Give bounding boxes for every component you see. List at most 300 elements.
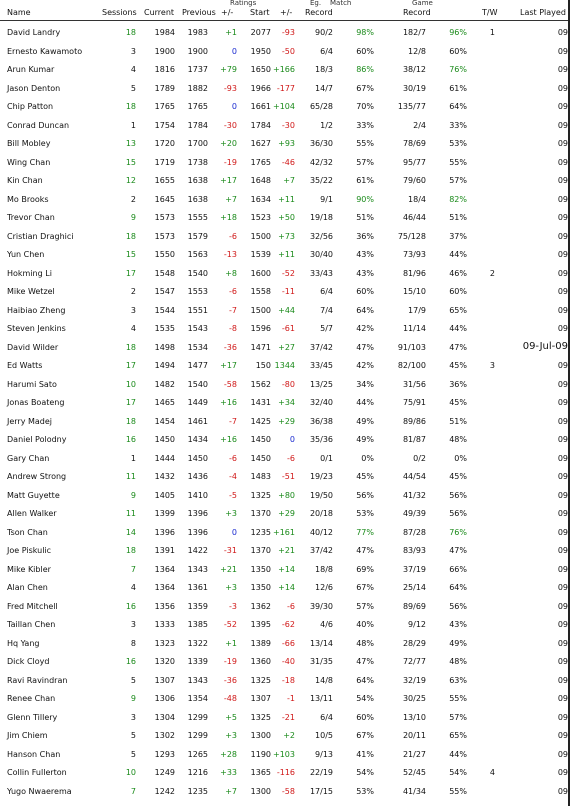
player-name-cell: Haibiao Zheng (7, 305, 66, 315)
eg-change-cell: +93 (278, 139, 295, 148)
rating-change-cell: -5 (229, 490, 237, 500)
eg-start-cell: 1431 (250, 398, 271, 407)
match-pct-cell: 67% (356, 583, 374, 592)
match-pct-cell: 57% (356, 601, 374, 611)
previous-rating-cell: 1396 (187, 527, 208, 537)
rating-change-cell: +3 (225, 731, 237, 740)
current-rating-cell: 1320 (154, 657, 175, 666)
current-rating-cell: 1454 (154, 416, 175, 426)
match-pct-cell: 86% (356, 65, 374, 74)
table-row[interactable] (0, 542, 570, 561)
game-record-cell: 18/4 (408, 194, 426, 204)
rating-change-cell: -58 (223, 379, 237, 389)
last-played-cell: 09 (557, 546, 568, 555)
previous-rating-cell: 1354 (187, 694, 208, 703)
rating-change-cell: +33 (220, 768, 237, 777)
game-pct-cell: 60% (449, 287, 467, 296)
player-name-cell: Ravi Ravindran (7, 675, 68, 685)
game-pct-cell: 54% (449, 768, 467, 777)
sessions-cell: 12 (125, 176, 136, 185)
match-record-cell: 1/2 (320, 120, 333, 130)
current-rating-cell: 1364 (154, 564, 175, 574)
table-row[interactable] (0, 98, 570, 117)
sessions-cell: 13 (125, 139, 136, 148)
previous-rating-cell: 1983 (187, 28, 208, 37)
previous-rating-cell: 1738 (187, 157, 208, 167)
table-row[interactable] (0, 690, 570, 709)
game-pct-cell: 65% (449, 305, 467, 315)
eg-start-cell: 1300 (250, 786, 271, 796)
last-played-cell: 09 (557, 638, 568, 648)
eg-change-cell: -51 (281, 472, 295, 481)
table-row[interactable] (0, 357, 570, 376)
table-row[interactable] (0, 172, 570, 191)
game-record-cell: 89/86 (402, 416, 426, 426)
game-record-cell: 11/14 (402, 324, 426, 333)
eg-start-cell: 1539 (250, 250, 271, 259)
match-record-cell: 4/6 (320, 620, 333, 629)
eg-start-cell: 1627 (250, 139, 271, 148)
player-name-cell: Ernesto Kawamoto (7, 46, 83, 56)
match-pct-cell: 51% (356, 213, 374, 222)
last-played-cell: 09 (557, 65, 568, 74)
eg-change-cell: -40 (281, 657, 295, 666)
current-rating-cell: 1765 (154, 102, 175, 111)
game-pct-cell: 64% (449, 583, 467, 592)
eg-change-cell: -52 (281, 268, 295, 278)
last-played-cell: 09 (557, 675, 568, 685)
match-record-cell: 19/23 (309, 472, 333, 481)
eg-start-cell: 1365 (250, 768, 271, 777)
game-pct-cell: 0% (454, 453, 467, 463)
eg-change-cell: -18 (281, 675, 295, 685)
last-played-cell: 09 (557, 416, 568, 426)
previous-rating-cell: 1737 (187, 65, 208, 74)
game-pct-cell: 76% (449, 65, 467, 74)
game-pct-cell: 47% (449, 342, 467, 352)
sessions-cell: 16 (125, 657, 136, 666)
previous-rating-cell: 1299 (187, 712, 208, 722)
table-row[interactable] (0, 783, 570, 802)
sessions-cell: 18 (125, 231, 136, 241)
eg-change-cell: -1 (287, 694, 295, 703)
player-name-cell: Matt Guyette (7, 490, 60, 500)
eg-start-cell: 150 (255, 361, 271, 370)
game-pct-cell: 48% (449, 657, 467, 666)
game-pct-cell: 53% (449, 139, 467, 148)
rating-change-cell: 0 (231, 102, 237, 111)
game-record-cell: 0/2 (413, 453, 426, 463)
last-played-cell: 09 (557, 194, 568, 204)
game-pct-cell: 33% (449, 120, 467, 130)
player-name-cell: Mike Wetzel (7, 287, 55, 296)
table-row[interactable] (0, 117, 570, 136)
current-rating-cell: 1498 (154, 342, 175, 352)
game-record-cell: 28/29 (402, 638, 426, 648)
previous-rating-cell: 1265 (187, 749, 208, 759)
table-row[interactable] (0, 672, 570, 691)
match-pct-cell: 60% (356, 287, 374, 296)
rating-change-cell: -30 (223, 120, 237, 130)
match-record-cell: 42/32 (309, 157, 333, 167)
match-pct-cell: 54% (356, 694, 374, 703)
current-rating-cell: 1302 (154, 731, 175, 740)
game-record-cell: 49/39 (402, 509, 426, 518)
sessions-cell: 10 (125, 768, 136, 777)
sessions-cell: 8 (130, 638, 136, 648)
rating-change-cell: +17 (220, 361, 237, 370)
sessions-cell: 18 (125, 416, 136, 426)
table-row[interactable] (0, 653, 570, 672)
table-row[interactable] (0, 246, 570, 265)
match-record-cell: 13/11 (309, 694, 333, 703)
table-row[interactable] (0, 468, 570, 487)
table-row[interactable] (0, 431, 570, 450)
previous-rating-cell: 1638 (187, 176, 208, 185)
table-row[interactable] (0, 764, 570, 783)
last-played-cell: 09 (557, 786, 568, 796)
rating-change-cell: -6 (229, 453, 237, 463)
col-header-previous[interactable]: Previous (182, 8, 216, 17)
player-name-cell: Fred Mitchell (7, 601, 58, 611)
player-name-cell: Andrew Strong (7, 472, 67, 481)
eg-change-cell: -30 (281, 120, 295, 130)
last-played-cell: 09 (557, 139, 568, 148)
eg-change-cell: +2 (283, 731, 295, 740)
game-record-cell: 73/93 (402, 250, 426, 259)
table-row[interactable] (0, 191, 570, 210)
game-record-cell: 17/9 (408, 305, 426, 315)
game-pct-cell: 66% (449, 564, 467, 574)
match-pct-cell: 47% (356, 546, 374, 555)
eg-change-cell: -80 (281, 379, 295, 389)
table-row[interactable] (0, 135, 570, 154)
player-name-cell: Jonas Boateng (7, 398, 65, 407)
game-record-cell: 75/91 (402, 398, 426, 407)
current-rating-cell: 1494 (154, 361, 175, 370)
match-record-cell: 65/28 (309, 102, 333, 111)
match-pct-cell: 55% (356, 139, 374, 148)
current-rating-cell: 1242 (154, 786, 175, 796)
eg-start-cell: 1500 (250, 305, 271, 315)
current-rating-cell: 1984 (154, 28, 175, 37)
rating-change-cell: +79 (220, 65, 237, 74)
last-played-cell: 09 (557, 83, 568, 93)
player-name-cell: Hanson Chan (7, 749, 61, 759)
match-record-cell: 6/4 (320, 287, 333, 296)
table-row[interactable] (0, 154, 570, 173)
col-header-match-record[interactable]: Record (305, 8, 333, 17)
previous-rating-cell: 1534 (187, 342, 208, 352)
current-rating-cell: 1323 (154, 638, 175, 648)
game-pct-cell: 56% (449, 601, 467, 611)
eg-start-cell: 1562 (250, 379, 271, 389)
table-row[interactable] (0, 709, 570, 728)
eg-change-cell: -58 (281, 786, 295, 796)
eg-start-cell: 1558 (250, 287, 271, 296)
game-record-cell: 52/45 (402, 768, 426, 777)
match-record-cell: 31/35 (309, 657, 333, 666)
current-rating-cell: 1307 (154, 675, 175, 685)
eg-start-cell: 1350 (250, 564, 271, 574)
player-name-cell: Glenn Tillery (7, 712, 58, 722)
sessions-cell: 18 (125, 546, 136, 555)
sessions-cell: 11 (125, 509, 136, 518)
table-row[interactable] (0, 561, 570, 580)
sessions-cell: 1 (130, 453, 136, 463)
table-row[interactable] (0, 505, 570, 524)
match-record-cell: 35/22 (309, 176, 333, 185)
previous-rating-cell: 1235 (187, 786, 208, 796)
match-record-cell: 22/19 (309, 768, 333, 777)
sessions-cell: 3 (130, 620, 136, 629)
eg-change-cell: -61 (281, 324, 295, 333)
game-record-cell: 13/10 (402, 712, 426, 722)
match-record-cell: 0/1 (320, 453, 333, 463)
player-name-cell: Jerry Madej (7, 416, 53, 426)
rating-change-cell: +3 (225, 583, 237, 592)
table-row[interactable] (0, 598, 570, 617)
table-row[interactable] (0, 746, 570, 765)
eg-start-cell: 1370 (250, 509, 271, 518)
table-row[interactable] (0, 80, 570, 99)
table-row[interactable] (0, 283, 570, 302)
player-name-cell: Jim Chiem (7, 731, 48, 740)
sessions-cell: 17 (125, 268, 136, 278)
eg-change-cell: 0 (289, 435, 295, 444)
current-rating-cell: 1645 (154, 194, 175, 204)
player-name-cell: Bill Mobley (7, 139, 51, 148)
game-record-cell: 83/93 (402, 546, 426, 555)
previous-rating-cell: 1540 (187, 379, 208, 389)
game-record-cell: 87/28 (402, 527, 426, 537)
table-row[interactable] (0, 24, 570, 43)
match-record-cell: 14/7 (315, 83, 333, 93)
player-name-cell: Mo Brooks (7, 194, 49, 204)
sessions-cell: 3 (130, 46, 136, 56)
eg-start-cell: 1307 (250, 694, 271, 703)
col-header-game-record[interactable]: Record (403, 8, 431, 17)
table-row[interactable] (0, 450, 570, 469)
match-pct-cell: 42% (356, 361, 374, 370)
game-record-cell: 95/77 (402, 157, 426, 167)
eg-change-cell: -93 (281, 28, 295, 37)
eg-change-cell: +14 (278, 564, 295, 574)
rating-change-cell: +16 (220, 398, 237, 407)
table-row[interactable] (0, 209, 570, 228)
group-header-game: Game (412, 0, 433, 7)
match-record-cell: 14/8 (315, 675, 333, 685)
game-pct-cell: 37% (449, 231, 467, 241)
player-name-cell: Gary Chan (7, 453, 50, 463)
group-header-match: Match (330, 0, 352, 7)
table-row[interactable] (0, 727, 570, 746)
table-row[interactable] (0, 228, 570, 247)
game-record-cell: 30/25 (402, 694, 426, 703)
player-name-cell: David Wilder (7, 342, 59, 352)
match-record-cell: 20/18 (309, 509, 333, 518)
col-header-eg-start[interactable]: Start (250, 8, 270, 17)
current-rating-cell: 1900 (154, 46, 175, 56)
match-pct-cell: 67% (356, 83, 374, 93)
rating-change-cell: +16 (220, 435, 237, 444)
previous-rating-cell: 1410 (187, 490, 208, 500)
match-pct-cell: 61% (356, 176, 374, 185)
match-record-cell: 18/3 (315, 65, 333, 74)
previous-rating-cell: 1461 (187, 416, 208, 426)
eg-start-cell: 1360 (250, 657, 271, 666)
col-header-current[interactable]: Current (144, 8, 175, 17)
col-header-tw[interactable]: T/W (482, 8, 498, 17)
match-pct-cell: 57% (356, 157, 374, 167)
table-row[interactable] (0, 579, 570, 598)
eg-start-cell: 1500 (250, 231, 271, 241)
match-record-cell: 33/45 (309, 361, 333, 370)
game-pct-cell: 60% (449, 46, 467, 56)
player-name-cell: Daniel Polodny (7, 435, 67, 444)
last-played-cell: 09 (557, 157, 568, 167)
tw-cell: 4 (489, 768, 495, 777)
previous-rating-cell: 1563 (187, 250, 208, 259)
rating-change-cell: -7 (229, 305, 237, 315)
col-header-change[interactable]: +/- (221, 8, 234, 17)
current-rating-cell: 1573 (154, 231, 175, 241)
current-rating-cell: 1573 (154, 213, 175, 222)
game-record-cell: 21/27 (402, 749, 426, 759)
current-rating-cell: 1396 (154, 527, 175, 537)
match-record-cell: 32/56 (309, 231, 333, 241)
eg-start-cell: 1661 (250, 102, 271, 111)
match-pct-cell: 43% (356, 250, 374, 259)
tw-cell: 3 (489, 361, 495, 370)
last-played-cell: 09 (557, 46, 568, 56)
eg-change-cell: -46 (281, 157, 295, 167)
eg-start-cell: 1600 (250, 268, 271, 278)
sessions-cell: 3 (130, 712, 136, 722)
last-played-cell: 09 (557, 287, 568, 296)
game-record-cell: 46/44 (402, 213, 426, 222)
table-row[interactable] (0, 376, 570, 395)
game-record-cell: 81/87 (402, 435, 426, 444)
previous-rating-cell: 1700 (187, 139, 208, 148)
game-record-cell: 78/69 (402, 139, 426, 148)
group-header-ratings: Ratings (230, 0, 257, 7)
rating-change-cell: -19 (223, 157, 237, 167)
col-header-last-played[interactable]: Last Played (520, 8, 566, 17)
table-row[interactable] (0, 487, 570, 506)
table-row[interactable] (0, 320, 570, 339)
table-row[interactable] (0, 339, 570, 358)
table-row[interactable] (0, 265, 570, 284)
rating-change-cell: +20 (220, 139, 237, 148)
player-name-cell: David Landry (7, 28, 61, 37)
eg-start-cell: 1425 (250, 416, 271, 426)
eg-change-cell: +103 (273, 749, 295, 759)
player-name-cell: Chip Patton (7, 102, 54, 111)
match-pct-cell: 45% (356, 472, 374, 481)
eg-change-cell: +80 (278, 490, 295, 500)
eg-start-cell: 1966 (250, 83, 271, 93)
table-row[interactable] (0, 302, 570, 321)
sessions-cell: 9 (130, 213, 136, 222)
eg-start-cell: 1483 (250, 472, 271, 481)
eg-change-cell: -21 (281, 712, 295, 722)
game-pct-cell: 57% (449, 176, 467, 185)
game-pct-cell: 55% (449, 786, 467, 796)
game-record-cell: 20/11 (402, 731, 426, 740)
eg-start-cell: 1362 (250, 601, 271, 611)
eg-start-cell: 1596 (250, 324, 271, 333)
sessions-cell: 15 (125, 157, 136, 167)
last-played-cell: 09 (557, 509, 568, 518)
rating-change-cell: -52 (223, 620, 237, 629)
current-rating-cell: 1405 (154, 490, 175, 500)
match-pct-cell: 0% (361, 453, 374, 463)
previous-rating-cell: 1361 (187, 583, 208, 592)
match-record-cell: 40/12 (309, 527, 333, 537)
eg-start-cell: 1350 (250, 583, 271, 592)
eg-start-cell: 1235 (250, 527, 271, 537)
current-rating-cell: 1544 (154, 305, 175, 315)
eg-change-cell: +104 (273, 102, 295, 111)
sessions-cell: 4 (130, 583, 136, 592)
match-record-cell: 18/8 (315, 564, 333, 574)
match-record-cell: 36/38 (309, 416, 333, 426)
eg-start-cell: 1765 (250, 157, 271, 167)
col-header-sessions[interactable]: Sessions (102, 8, 137, 17)
player-name-cell: Cristian Draghici (7, 231, 74, 241)
game-pct-cell: 96% (449, 28, 467, 37)
game-record-cell: 37/19 (402, 564, 426, 574)
last-played-cell: 09 (557, 527, 568, 537)
table-row[interactable] (0, 413, 570, 432)
last-played-cell: 09 (557, 379, 568, 389)
player-name-cell: Allen Walker (7, 509, 57, 518)
last-played-cell: 09 (557, 601, 568, 611)
current-rating-cell: 1482 (154, 379, 175, 389)
last-played-cell: 09 (557, 398, 568, 407)
eg-change-cell: +29 (278, 509, 295, 518)
game-pct-cell: 51% (449, 213, 467, 222)
table-row[interactable] (0, 394, 570, 413)
rating-change-cell: -36 (223, 342, 237, 352)
table-body (0, 24, 570, 801)
current-rating-cell: 1535 (154, 324, 175, 333)
current-rating-cell: 1293 (154, 749, 175, 759)
current-rating-cell: 1548 (154, 268, 175, 278)
table-row[interactable] (0, 43, 570, 62)
col-header-name[interactable]: Name (7, 8, 31, 17)
game-pct-cell: 49% (449, 638, 467, 648)
game-record-cell: 41/32 (402, 490, 426, 500)
table-row[interactable] (0, 524, 570, 543)
table-row[interactable] (0, 616, 570, 635)
player-name-cell: Collin Fullerton (7, 768, 67, 777)
rating-change-cell: -13 (223, 250, 237, 259)
game-pct-cell: 44% (449, 250, 467, 259)
game-record-cell: 44/54 (402, 472, 426, 481)
eg-change-cell: -11 (281, 287, 295, 296)
match-pct-cell: 34% (356, 379, 374, 389)
eg-start-cell: 1395 (250, 620, 271, 629)
rating-change-cell: +17 (220, 176, 237, 185)
table-row[interactable] (0, 635, 570, 654)
col-header-eg-change[interactable]: +/- (280, 8, 293, 17)
table-row[interactable] (0, 61, 570, 80)
sessions-cell: 4 (130, 65, 136, 74)
match-pct-cell: 53% (356, 509, 374, 518)
match-pct-cell: 53% (356, 786, 374, 796)
